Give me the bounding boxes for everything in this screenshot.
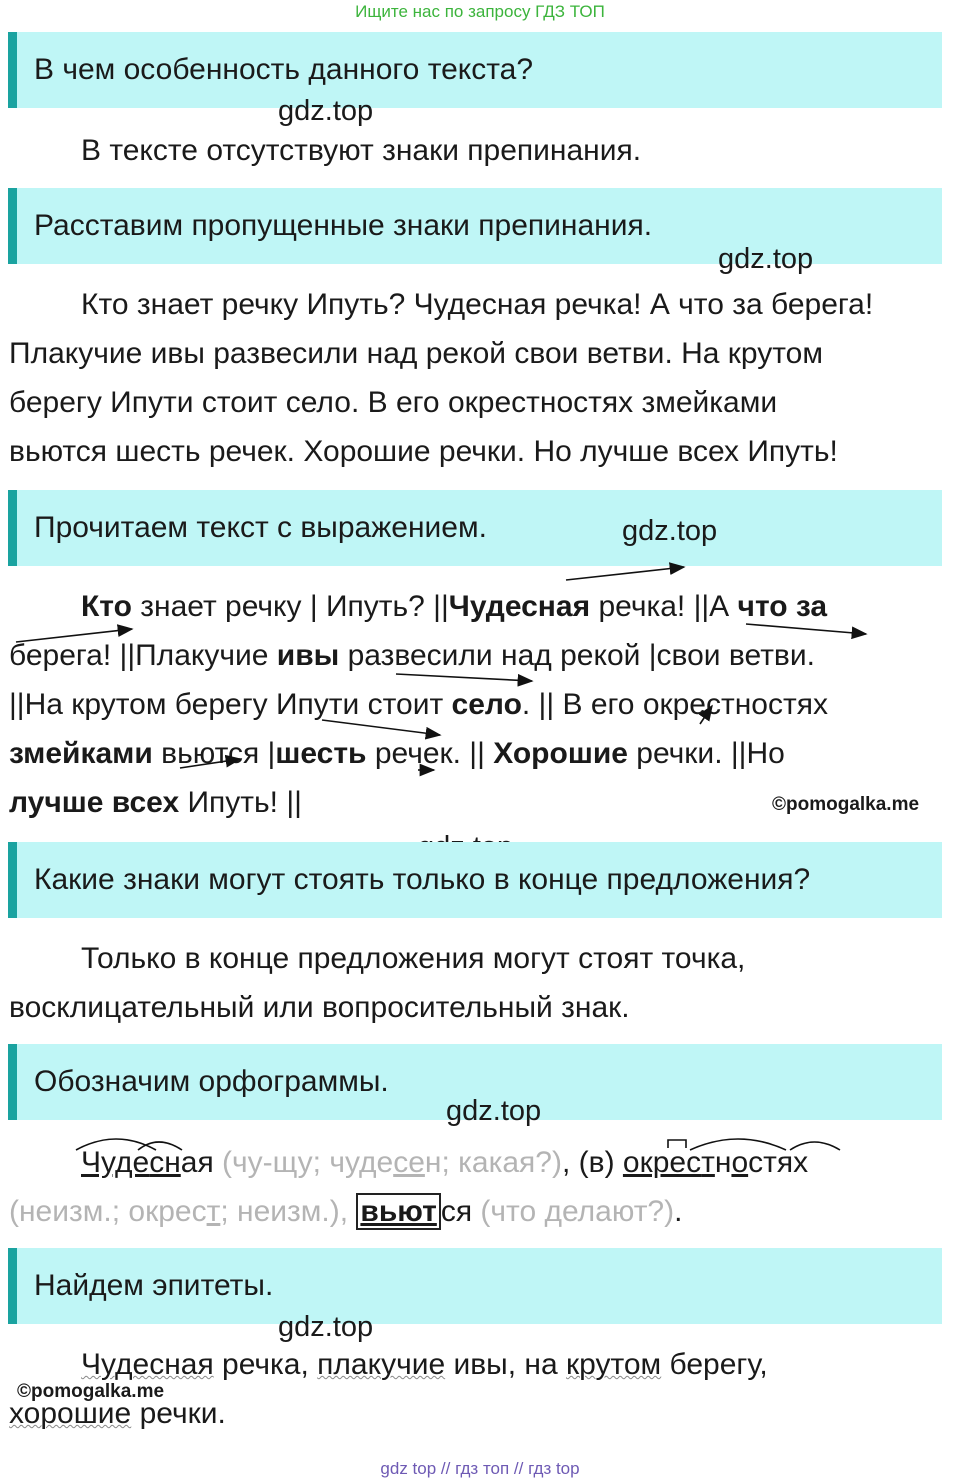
note-text: (чу-щу; чуде <box>213 1146 394 1179</box>
note-orthogram: се <box>393 1146 425 1179</box>
text-line: вьются шесть речек. Хорошие речки. Но лучше всех Ипуть! <box>9 435 838 468</box>
copyright-label: ©pomogalka.me <box>772 794 920 815</box>
text-span: речки. ||Но <box>627 737 785 770</box>
text-span: ||На крутом берегу Ипути стоит <box>9 688 452 721</box>
watermark: gdz.top <box>446 1095 542 1127</box>
text-span: речек. || <box>366 737 494 770</box>
punctuated-paragraph <box>9 280 954 476</box>
heading-expressive-reading <box>8 490 942 566</box>
orthogram-part: т <box>701 1146 715 1179</box>
stressed-word: Кто <box>81 590 132 623</box>
note-text: ; неизм.), <box>220 1195 357 1228</box>
answer-text: В тексте отсутствуют знаки препинания. <box>81 134 642 167</box>
word-part: н <box>714 1146 732 1179</box>
heading-text: Расставим пропущенные знаки препинания. <box>34 209 653 242</box>
orthogram-part: сн <box>149 1146 181 1179</box>
text-line: Только в конце предложения могут стоят точка, <box>81 942 746 975</box>
text-span: знает речку | Ипуть? || <box>131 590 449 623</box>
orthogram-paragraph <box>9 1138 954 1236</box>
text-span: берега! ||Плакучие <box>9 639 277 672</box>
text-span: речки. <box>131 1397 226 1430</box>
heading-text: Найдем эпитеты. <box>34 1269 274 1302</box>
heading-text: Обозначим орфограммы. <box>34 1065 389 1098</box>
stressed-word: змейками <box>9 737 153 770</box>
stressed-word: село <box>451 688 522 721</box>
stressed-word: ивы <box>276 639 340 672</box>
note-orthogram: т <box>206 1195 221 1228</box>
text-span: развесили над рекой |свои ветви. <box>339 639 815 672</box>
text-span: речка, <box>213 1348 318 1381</box>
end-marks-paragraph <box>9 934 954 1032</box>
word-part: ся <box>440 1195 473 1228</box>
footer-links: gdz top // гдз топ // гдз top <box>380 1459 580 1478</box>
orthogram-part: Чуде <box>81 1146 150 1179</box>
stressed-word: Чудесная <box>448 590 591 623</box>
text-span: . <box>674 1195 683 1228</box>
stressed-word: лучше всех <box>9 786 180 819</box>
text-line: Кто знает речку Ипуть? Чудесная речка! А что за берега! <box>81 288 874 321</box>
orthogram-part: о <box>731 1146 749 1179</box>
text-span: речка! ||А <box>590 590 738 623</box>
orthogram-part: окрес <box>622 1146 702 1179</box>
watermark: gdz.top <box>278 1311 374 1343</box>
stressed-word: Хорошие <box>493 737 628 770</box>
heading-text: В чем особенность данного текста? <box>34 53 534 86</box>
stressed-word: шесть <box>275 737 367 770</box>
word-ending: ая <box>180 1146 214 1179</box>
text-line: берегу Ипути стоит село. В его окрестностях змейками <box>9 386 778 419</box>
note-text: н; какая?) <box>424 1146 562 1179</box>
watermark: gdz.top <box>278 95 374 127</box>
note-text: (что делают?) <box>472 1195 675 1228</box>
heading-text: Прочитаем текст с выражением. <box>34 511 487 544</box>
top-banner: Ищите нас по запросу ГДЗ ТОП <box>355 2 605 21</box>
epithet: крутом <box>566 1348 662 1381</box>
heading-text: Какие знаки могут стоять только в конце предложения? <box>34 863 811 896</box>
answer-paragraph <box>9 126 954 175</box>
text-span: Ипуть! || <box>179 786 302 819</box>
heading-text-feature <box>8 32 942 108</box>
copyright-label: ©pomogalka.me <box>17 1381 165 1402</box>
arrow <box>566 567 684 580</box>
text-span: берегу, <box>661 1348 768 1381</box>
watermark: gdz.top <box>622 515 718 547</box>
note-text: (неизм.; окрес <box>9 1195 207 1228</box>
expressive-paragraph <box>9 582 954 827</box>
text-line: восклицательный или вопросительный знак. <box>9 991 630 1024</box>
watermark: gdz.top <box>718 243 814 275</box>
epithet: Чудесная <box>81 1348 214 1381</box>
text-span: . || В его окрестностях <box>521 688 828 721</box>
heading-epithets <box>8 1248 942 1324</box>
text-span: ивы, на <box>445 1348 566 1381</box>
epithet: плакучие <box>317 1348 446 1381</box>
text-line: Плакучие ивы развесили над рекой свои ветви. На крутом <box>9 337 823 370</box>
text-span: вьются | <box>152 737 276 770</box>
heading-end-marks <box>8 842 942 918</box>
text-span: , (в) <box>561 1146 623 1179</box>
word-part: стях <box>748 1146 809 1179</box>
epithet: хорошие <box>9 1397 132 1430</box>
stressed-word: что за <box>737 590 828 623</box>
verb-ending-box: вьют <box>356 1193 440 1230</box>
